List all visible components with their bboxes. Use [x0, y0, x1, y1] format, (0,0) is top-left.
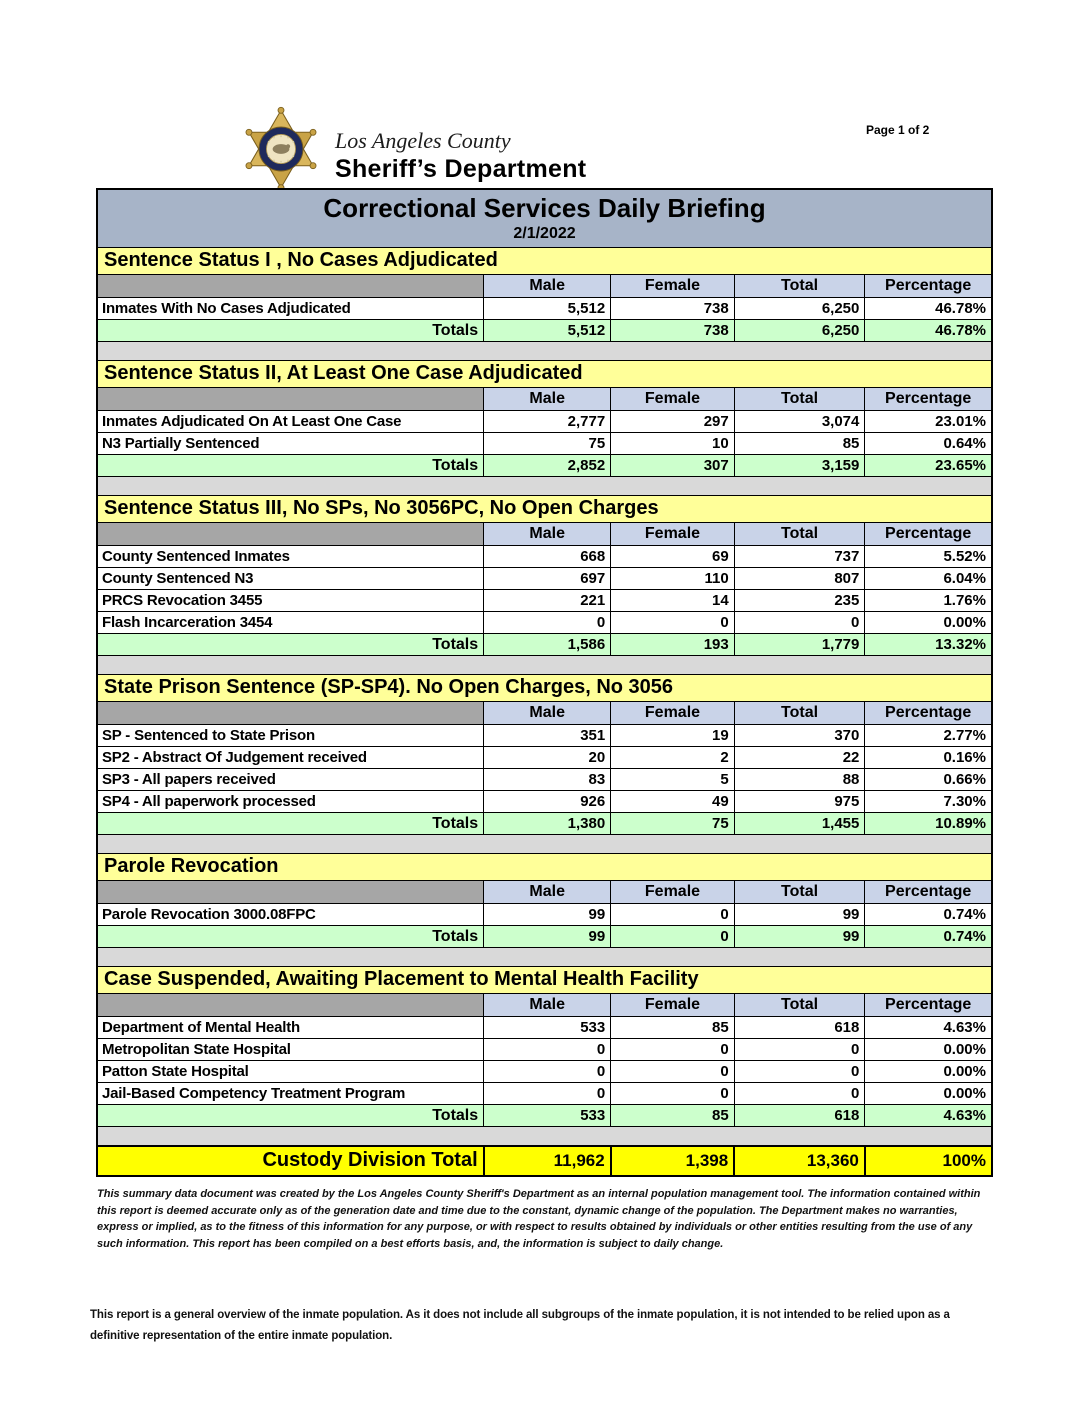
section-title: Sentence Status II, At Least One Case Adjudicated — [97, 361, 992, 388]
data-row — [97, 568, 992, 590]
totals-female-value: 307 — [611, 455, 735, 477]
column-header-percentage: Percentage — [865, 702, 992, 725]
totals-female-value: 738 — [611, 320, 735, 342]
totals-row — [97, 320, 992, 342]
overview-note-text: This report is a general overview of the inmate population. As it does not include all subgroups of the inmate population, it is not intended to be relied upon as a definitive representation of the entire inmate population. — [90, 1309, 950, 1343]
row-label: Inmates Adjudicated On At Least One Case — [97, 411, 484, 433]
grand-percentage-value: 100% — [865, 1146, 992, 1176]
data-row — [97, 791, 992, 813]
custody-division-total-label: Custody Division Total — [97, 1146, 484, 1176]
totals-male-value: 1,586 — [484, 634, 611, 656]
column-header-male: Male — [484, 702, 611, 725]
total-value: 3,074 — [734, 411, 865, 433]
total-value: 22 — [734, 747, 865, 769]
custody-division-total-row — [97, 1146, 992, 1176]
total-value: 85 — [734, 433, 865, 455]
briefing-table-container — [96, 188, 993, 1177]
spacer-cell — [97, 342, 992, 361]
blank-header-cell — [97, 994, 484, 1017]
male-value: 668 — [484, 546, 611, 568]
female-value: 14 — [611, 590, 735, 612]
logo-department-line: Sheriff’s Department — [335, 155, 587, 183]
column-header-percentage: Percentage — [865, 523, 992, 546]
totals-percentage-value: 23.65% — [865, 455, 992, 477]
row-label: SP3 - All papers received — [97, 769, 484, 791]
male-value: 5,512 — [484, 298, 611, 320]
totals-male-value: 99 — [484, 926, 611, 948]
data-row — [97, 1061, 992, 1083]
row-label: Flash Incarceration 3454 — [97, 612, 484, 634]
totals-percentage-value: 13.32% — [865, 634, 992, 656]
totals-label: Totals — [97, 455, 484, 477]
spacer-cell — [97, 477, 992, 496]
column-header-male: Male — [484, 881, 611, 904]
totals-label: Totals — [97, 320, 484, 342]
data-row — [97, 747, 992, 769]
male-value: 0 — [484, 1039, 611, 1061]
column-header-percentage: Percentage — [865, 994, 992, 1017]
logo-text — [335, 114, 586, 184]
totals-total-value: 99 — [734, 926, 865, 948]
totals-male-value: 533 — [484, 1105, 611, 1127]
data-row — [97, 1083, 992, 1105]
column-header-row — [97, 994, 992, 1017]
total-value: 737 — [734, 546, 865, 568]
column-header-female: Female — [611, 994, 735, 1017]
column-header-male: Male — [484, 275, 611, 298]
column-header-female: Female — [611, 388, 735, 411]
section-title-row — [97, 967, 992, 994]
column-header-percentage: Percentage — [865, 881, 992, 904]
row-label: Parole Revocation 3000.08FPC — [97, 904, 484, 926]
percentage-value: 6.04% — [865, 568, 992, 590]
data-row — [97, 769, 992, 791]
male-value: 20 — [484, 747, 611, 769]
blank-header-cell — [97, 881, 484, 904]
data-row — [97, 433, 992, 455]
female-value: 85 — [611, 1017, 735, 1039]
male-value: 0 — [484, 1061, 611, 1083]
row-label: County Sentenced N3 — [97, 568, 484, 590]
section-title-row — [97, 361, 992, 388]
totals-label: Totals — [97, 1105, 484, 1127]
totals-row — [97, 926, 992, 948]
percentage-value: 0.00% — [865, 612, 992, 634]
report-date: 2/1/2022 — [513, 225, 576, 242]
total-value: 807 — [734, 568, 865, 590]
blank-header-cell — [97, 702, 484, 725]
spacer-cell — [97, 948, 992, 967]
section-title: State Prison Sentence (SP-SP4). No Open Charges, No 3056 — [97, 675, 992, 702]
total-value: 235 — [734, 590, 865, 612]
total-value: 370 — [734, 725, 865, 747]
male-value: 533 — [484, 1017, 611, 1039]
briefing-table-body — [97, 189, 992, 1176]
section-title-row — [97, 854, 992, 881]
total-value: 0 — [734, 612, 865, 634]
spacer-row — [97, 656, 992, 675]
total-value: 6,250 — [734, 298, 865, 320]
female-value: 5 — [611, 769, 735, 791]
female-value: 0 — [611, 1039, 735, 1061]
column-header-total: Total — [734, 388, 865, 411]
percentage-value: 0.00% — [865, 1083, 992, 1105]
row-label: PRCS Revocation 3455 — [97, 590, 484, 612]
female-value: 69 — [611, 546, 735, 568]
male-value: 351 — [484, 725, 611, 747]
column-header-female: Female — [611, 523, 735, 546]
column-header-male: Male — [484, 523, 611, 546]
totals-percentage-value: 46.78% — [865, 320, 992, 342]
section-title: Parole Revocation — [97, 854, 992, 881]
data-row — [97, 546, 992, 568]
total-value: 618 — [734, 1017, 865, 1039]
data-row — [97, 411, 992, 433]
column-header-female: Female — [611, 702, 735, 725]
column-header-female: Female — [611, 881, 735, 904]
male-value: 99 — [484, 904, 611, 926]
total-value: 0 — [734, 1083, 865, 1105]
row-label: Inmates With No Cases Adjudicated — [97, 298, 484, 320]
male-value: 697 — [484, 568, 611, 590]
column-header-male: Male — [484, 994, 611, 1017]
spacer-row — [97, 342, 992, 361]
totals-percentage-value: 0.74% — [865, 926, 992, 948]
totals-row — [97, 1105, 992, 1127]
column-header-row — [97, 881, 992, 904]
page-number-label: Page 1 of 2 — [866, 123, 930, 137]
department-logo — [237, 103, 586, 195]
column-header-percentage: Percentage — [865, 388, 992, 411]
report-title: Correctional Services Daily Briefing — [323, 193, 766, 223]
column-header-percentage: Percentage — [865, 275, 992, 298]
total-value: 0 — [734, 1061, 865, 1083]
male-value: 83 — [484, 769, 611, 791]
grand-total-value: 13,360 — [734, 1146, 865, 1176]
spacer-row — [97, 477, 992, 496]
female-value: 738 — [611, 298, 735, 320]
percentage-value: 0.00% — [865, 1039, 992, 1061]
male-value: 2,777 — [484, 411, 611, 433]
blank-header-cell — [97, 388, 484, 411]
total-value: 99 — [734, 904, 865, 926]
totals-total-value: 1,779 — [734, 634, 865, 656]
row-label: Patton State Hospital — [97, 1061, 484, 1083]
total-value: 975 — [734, 791, 865, 813]
spacer-row — [97, 835, 992, 854]
data-row — [97, 298, 992, 320]
totals-female-value: 85 — [611, 1105, 735, 1127]
row-label: Department of Mental Health — [97, 1017, 484, 1039]
totals-female-value: 75 — [611, 813, 735, 835]
data-row — [97, 612, 992, 634]
section-title: Case Suspended, Awaiting Placement to Mental Health Facility — [97, 967, 992, 994]
female-value: 110 — [611, 568, 735, 590]
female-value: 297 — [611, 411, 735, 433]
disclaimer-text: This summary data document was created by the Los Angeles County Sheriff's Department as an internal population management tool. The information contained within this report is deemed accurate only as of the generation date and time due to the constant, dynamic change of the population. The Department makes no warranties, express or implied, as to the fitness of this information for any purpose, or with respect to results obtained by individuals or other entities resulting from the use of any such information. This report has been compiled on a best efforts basis, and, the information is subject to daily change. — [97, 1188, 981, 1250]
percentage-value: 0.66% — [865, 769, 992, 791]
totals-total-value: 1,455 — [734, 813, 865, 835]
report-title-row — [97, 189, 992, 248]
blank-header-cell — [97, 523, 484, 546]
female-value: 10 — [611, 433, 735, 455]
data-row — [97, 725, 992, 747]
female-value: 19 — [611, 725, 735, 747]
percentage-value: 0.00% — [865, 1061, 992, 1083]
briefing-table — [96, 188, 993, 1177]
spacer-cell — [97, 835, 992, 854]
totals-label: Totals — [97, 926, 484, 948]
totals-label: Totals — [97, 813, 484, 835]
spacer-row — [97, 948, 992, 967]
blank-header-cell — [97, 275, 484, 298]
data-row — [97, 1039, 992, 1061]
column-header-row — [97, 388, 992, 411]
row-label: N3 Partially Sentenced — [97, 433, 484, 455]
male-value: 221 — [484, 590, 611, 612]
female-value: 0 — [611, 612, 735, 634]
row-label: SP2 - Abstract Of Judgement received — [97, 747, 484, 769]
column-header-row — [97, 702, 992, 725]
totals-total-value: 3,159 — [734, 455, 865, 477]
column-header-row — [97, 523, 992, 546]
total-value: 88 — [734, 769, 865, 791]
male-value: 926 — [484, 791, 611, 813]
data-row — [97, 1017, 992, 1039]
totals-label: Totals — [97, 634, 484, 656]
totals-percentage-value: 4.63% — [865, 1105, 992, 1127]
logo-county-line: Los Angeles County — [335, 128, 511, 153]
column-header-total: Total — [734, 523, 865, 546]
female-value: 2 — [611, 747, 735, 769]
column-header-total: Total — [734, 881, 865, 904]
percentage-value: 46.78% — [865, 298, 992, 320]
spacer-cell — [97, 1127, 992, 1146]
percentage-value: 4.63% — [865, 1017, 992, 1039]
section-title-row — [97, 675, 992, 702]
report-title-cell — [97, 189, 992, 248]
column-header-row — [97, 275, 992, 298]
percentage-value: 0.16% — [865, 747, 992, 769]
total-value: 0 — [734, 1039, 865, 1061]
column-header-total: Total — [734, 994, 865, 1017]
totals-male-value: 2,852 — [484, 455, 611, 477]
spacer-row — [97, 1127, 992, 1146]
row-label: Metropolitan State Hospital — [97, 1039, 484, 1061]
female-value: 49 — [611, 791, 735, 813]
totals-percentage-value: 10.89% — [865, 813, 992, 835]
column-header-total: Total — [734, 702, 865, 725]
percentage-value: 0.64% — [865, 433, 992, 455]
data-row — [97, 590, 992, 612]
totals-total-value: 618 — [734, 1105, 865, 1127]
totals-row — [97, 634, 992, 656]
section-title: Sentence Status I , No Cases Adjudicated — [97, 248, 992, 275]
male-value: 75 — [484, 433, 611, 455]
section-title-row — [97, 496, 992, 523]
totals-female-value: 0 — [611, 926, 735, 948]
sheriff-star-badge-icon — [237, 103, 325, 195]
totals-male-value: 5,512 — [484, 320, 611, 342]
female-value: 0 — [611, 1083, 735, 1105]
grand-male-value: 11,962 — [484, 1146, 611, 1176]
section-title-row — [97, 248, 992, 275]
percentage-value: 2.77% — [865, 725, 992, 747]
column-header-total: Total — [734, 275, 865, 298]
spacer-cell — [97, 656, 992, 675]
female-value: 0 — [611, 1061, 735, 1083]
totals-male-value: 1,380 — [484, 813, 611, 835]
percentage-value: 5.52% — [865, 546, 992, 568]
row-label: County Sentenced Inmates — [97, 546, 484, 568]
section-title: Sentence Status III, No SPs, No 3056PC, No Open Charges — [97, 496, 992, 523]
row-label: SP - Sentenced to State Prison — [97, 725, 484, 747]
percentage-value: 23.01% — [865, 411, 992, 433]
grand-female-value: 1,398 — [611, 1146, 735, 1176]
data-row — [97, 904, 992, 926]
row-label: SP4 - All paperwork processed — [97, 791, 484, 813]
percentage-value: 1.76% — [865, 590, 992, 612]
percentage-value: 0.74% — [865, 904, 992, 926]
totals-female-value: 193 — [611, 634, 735, 656]
totals-row — [97, 813, 992, 835]
male-value: 0 — [484, 1083, 611, 1105]
male-value: 0 — [484, 612, 611, 634]
column-header-female: Female — [611, 275, 735, 298]
totals-row — [97, 455, 992, 477]
row-label: Jail-Based Competency Treatment Program — [97, 1083, 484, 1105]
column-header-male: Male — [484, 388, 611, 411]
totals-total-value: 6,250 — [734, 320, 865, 342]
female-value: 0 — [611, 904, 735, 926]
percentage-value: 7.30% — [865, 791, 992, 813]
